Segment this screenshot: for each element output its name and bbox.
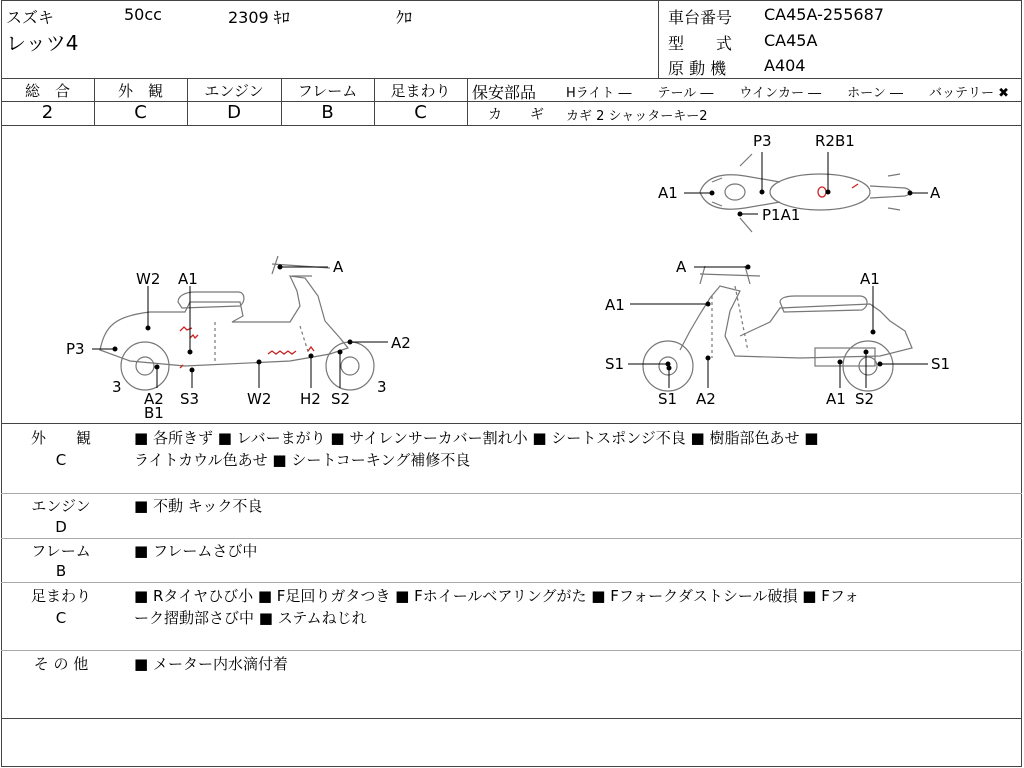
- label-left-b1: B1: [144, 404, 164, 422]
- left-rear-wheel: [121, 342, 169, 390]
- safety-label: 保安部品: [472, 83, 537, 102]
- engine-value: A404: [764, 56, 806, 75]
- label-right-a1-bottom: A1: [826, 390, 846, 408]
- label-top-r2b1: R2B1: [815, 132, 855, 150]
- label-left-w2: W2: [136, 270, 161, 288]
- label-left-3-rear: 3: [112, 378, 122, 396]
- label-right-a1: A1: [605, 296, 625, 314]
- label-right-s1-left: S1: [605, 355, 625, 373]
- label-top-a: A: [930, 184, 941, 202]
- label-left-s3: S3: [180, 390, 200, 408]
- note-exterior-grade: C: [55, 451, 67, 469]
- label-left-w2-bottom: W2: [247, 390, 272, 408]
- label-right-s1-right: S1: [931, 355, 951, 373]
- note-frame-grade: B: [55, 562, 67, 580]
- right-scooter-body: [680, 286, 912, 358]
- grade-header-exterior: 外 観: [117, 82, 163, 100]
- note-frame-label: フレーム: [31, 542, 91, 560]
- note-suspension-line-2: ーク摺動部さび中 ■ ステムねじれ: [134, 609, 367, 627]
- maker: スズキ: [6, 8, 55, 27]
- label-left-3-front: 3: [377, 378, 387, 396]
- grade-header-suspension: 足まわり: [390, 82, 451, 100]
- note-engine-grade: D: [55, 518, 67, 536]
- key-value: カギ 2 シャッターキー2: [566, 109, 708, 124]
- displacement: 50cc: [124, 5, 162, 24]
- right-scooter-seat: [780, 296, 867, 312]
- label-right-a: A: [676, 258, 687, 276]
- model-name: レッツ4: [6, 31, 79, 55]
- mileage: 2309 ｷﾛ: [228, 8, 290, 27]
- note-other-label: そ の 他: [33, 655, 89, 673]
- chassis-label: 車台番号: [668, 8, 733, 27]
- type-label: 型 式: [668, 34, 733, 53]
- label-top-p1a1: P1A1: [762, 206, 801, 224]
- grade-suspension: C: [414, 102, 427, 123]
- label-right-a2: A2: [696, 390, 716, 408]
- key-label: カ ギ: [488, 107, 544, 123]
- safety-items: Hライト ― テール ― ウインカー ― ホーン ― バッテリー ✖: [566, 86, 1010, 101]
- label-left-a2-bottom: A2: [144, 390, 164, 408]
- left-front-wheel: [326, 342, 374, 390]
- label-left-a2: A2: [391, 334, 411, 352]
- label-right-s2: S2: [855, 390, 875, 408]
- grade-overall: 2: [41, 102, 54, 123]
- note-exterior-line-1: ■ 各所きず ■ レバーまがり ■ サイレンサーカバー割れ小 ■ シートスポンジ不良 ■ 樹脂部色あせ ■: [134, 429, 819, 447]
- label-left-a: A: [333, 258, 344, 276]
- note-engine-label: エンジン: [31, 497, 91, 515]
- label-left-a1: A1: [178, 270, 198, 288]
- grade-header-frame: フレーム: [297, 82, 358, 100]
- damage-diagram: [0, 126, 1022, 423]
- note-frame-line-1: ■ フレームさび中: [134, 542, 258, 560]
- grade-exterior: C: [134, 102, 147, 123]
- grade-engine: D: [227, 102, 241, 123]
- note-suspension-label: 足まわり: [30, 587, 91, 605]
- note-other-line-1: ■ メーター内水滴付着: [134, 655, 288, 673]
- label-left-s2: S2: [331, 390, 351, 408]
- label-top-p3: P3: [753, 132, 772, 150]
- label-right-s1-bottom: S1: [658, 390, 678, 408]
- note-suspension-line-1: ■ Rタイヤひび小 ■ F足回りガタつき ■ Fホイールベアリングがた ■ Fフォークダストシール破損 ■ Fフォ: [134, 587, 860, 605]
- note-engine-line-1: ■ 不動 キック不良: [134, 497, 263, 515]
- label-left-h2: H2: [300, 390, 321, 408]
- grade-header-overall: 総 合: [24, 82, 70, 100]
- label-top-a1: A1: [658, 184, 678, 202]
- engine-label: 原 動 機: [668, 59, 727, 78]
- chassis-value: CA45A-255687: [764, 5, 884, 24]
- grade-header-engine: エンジン: [204, 82, 264, 100]
- label-left-p3: P3: [66, 340, 85, 358]
- label-right-a1-top: A1: [860, 270, 880, 288]
- left-scooter-body: [100, 276, 348, 366]
- type-value: CA45A: [764, 31, 818, 50]
- note-exterior-line-2: ライトカウル色あせ ■ シートコーキング補修不良: [134, 451, 471, 469]
- color: ｸﾛ: [396, 8, 413, 27]
- note-exterior-label: 外 観: [30, 429, 91, 447]
- top-view-seat: [770, 174, 870, 210]
- note-suspension-grade: C: [55, 609, 67, 627]
- grade-frame: B: [321, 102, 334, 123]
